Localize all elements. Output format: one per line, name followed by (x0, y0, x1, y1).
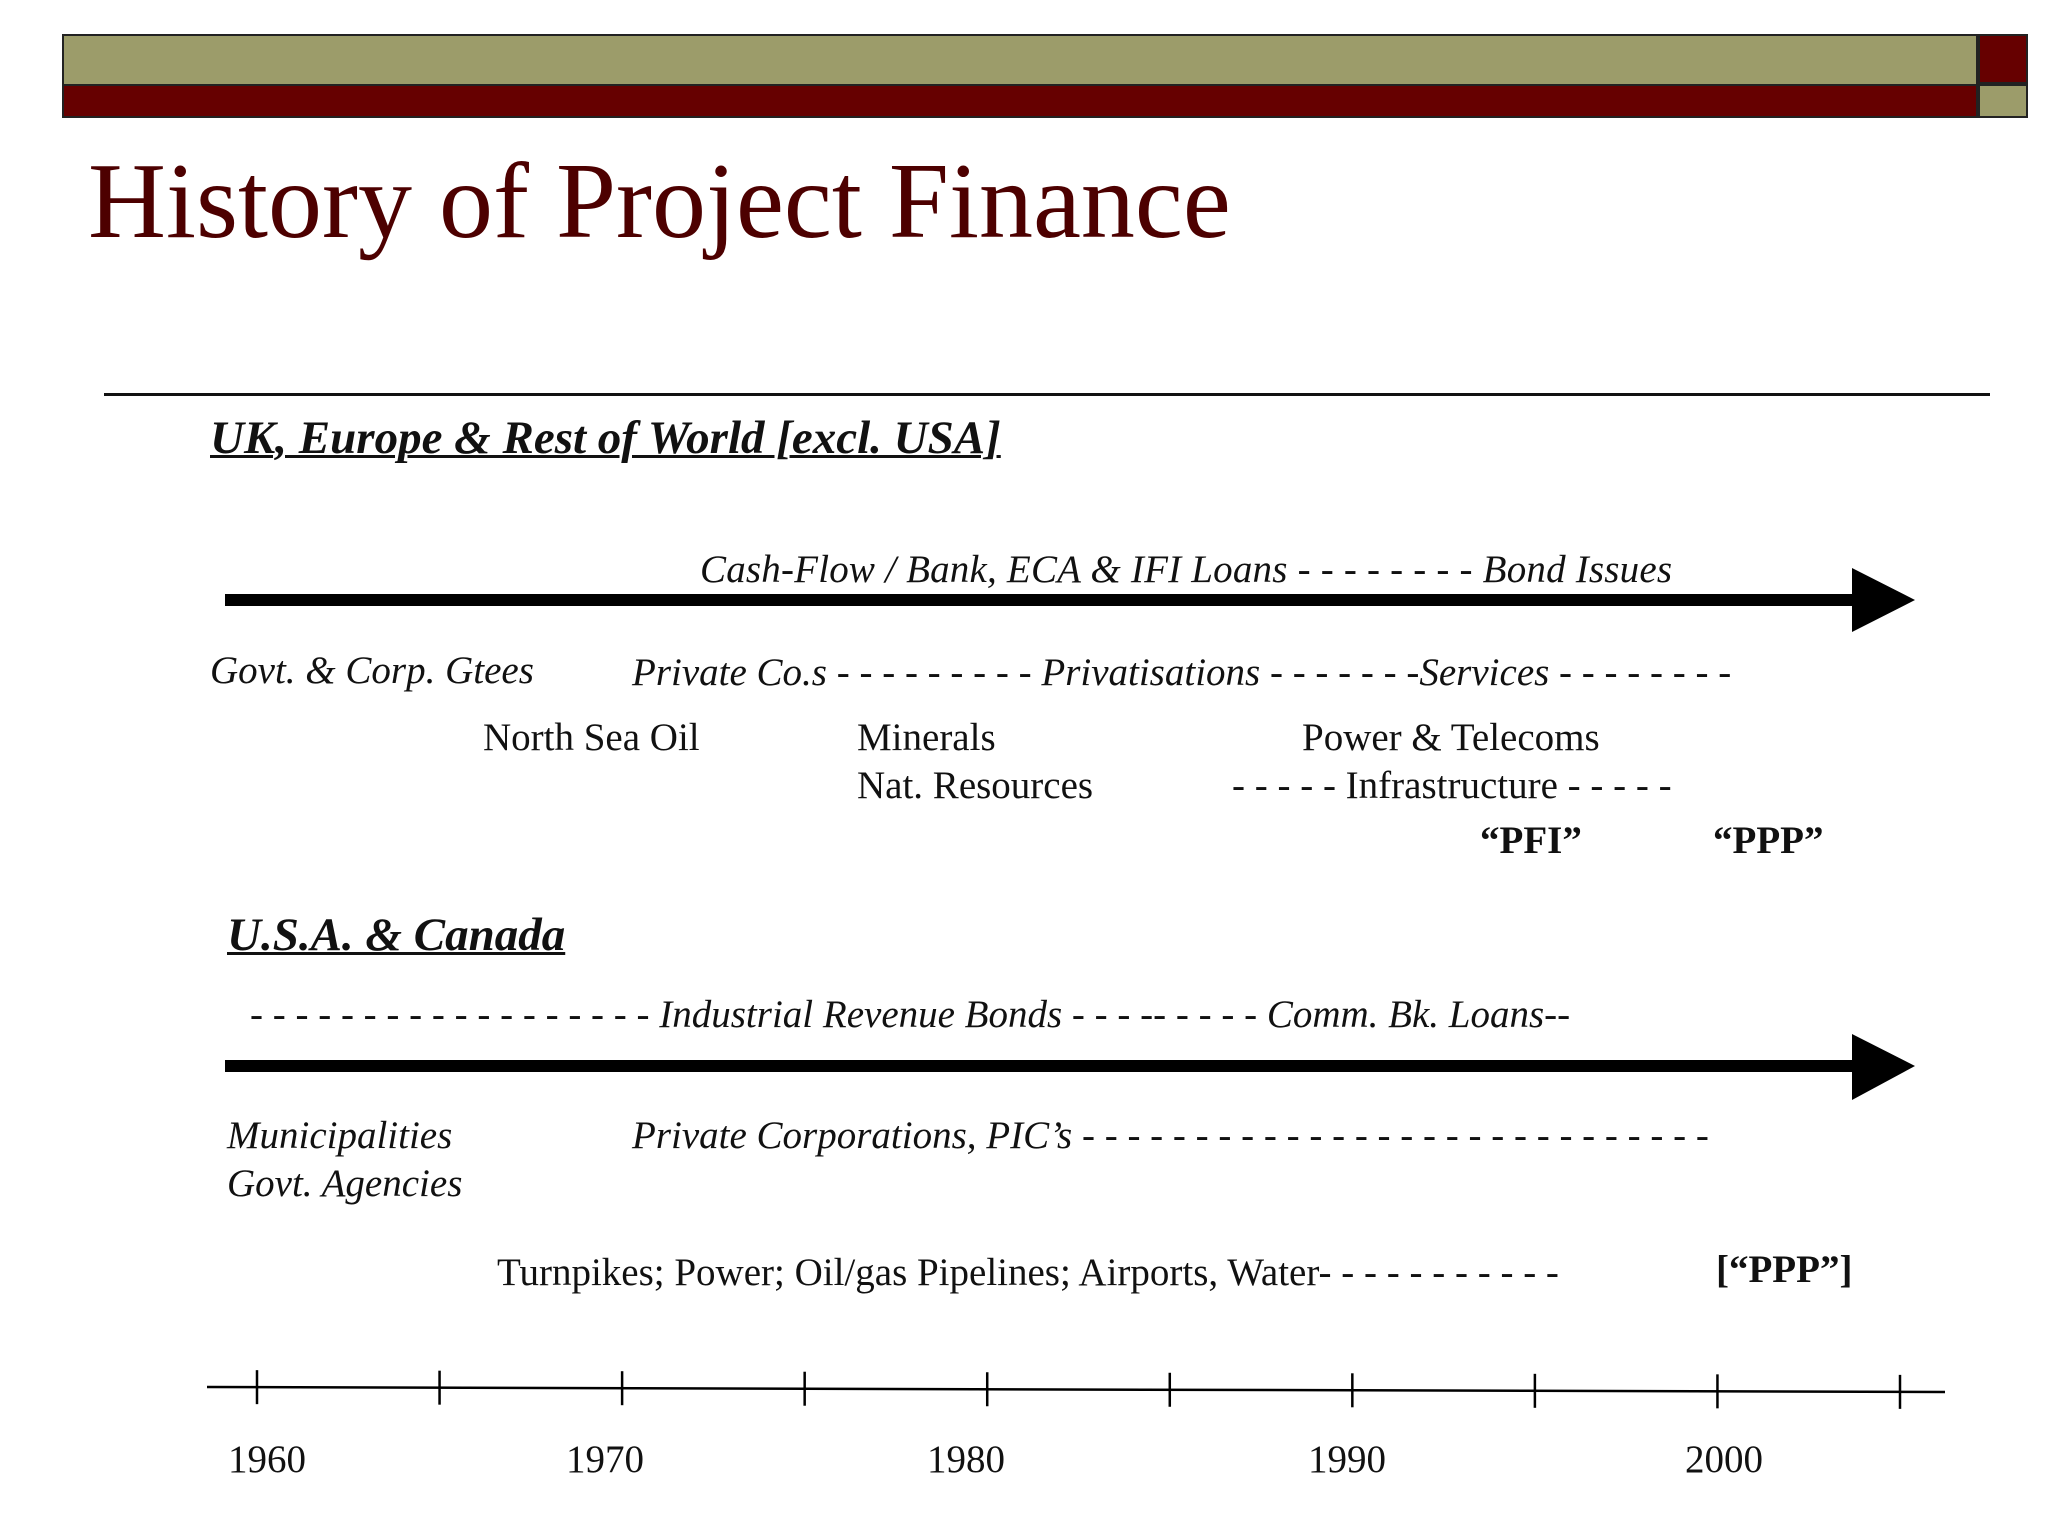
row-section-header: UK, Europe & Rest of World [excl. USA] (210, 412, 1001, 464)
year-label-2000: 2000 (1685, 1438, 1763, 1481)
row-sector-minerals: Minerals (857, 716, 996, 759)
year-label-1960: 1960 (228, 1438, 306, 1481)
year-label-1980: 1980 (927, 1438, 1005, 1481)
row-sector-north-sea: North Sea Oil (483, 716, 700, 759)
usa-sources-govt-agencies: Govt. Agencies (227, 1162, 463, 1205)
usa-arrow-head (1852, 1034, 1915, 1100)
timeline-axis (207, 1387, 1945, 1392)
row-sector-power-telecoms: Power & Telecoms (1302, 716, 1600, 759)
usa-ppp-label: [“PPP”] (1716, 1248, 1853, 1291)
year-label-1970: 1970 (566, 1438, 644, 1481)
usa-sources-right: Private Corporations, PIC’s - - - - - - - - - - - - - - - - - - - - - - - - - - - - (632, 1114, 1709, 1157)
row-sources-right: Private Co.s - - - - - - - - - Privatisations - - - - - - -Services - - - - - - - - (632, 651, 1732, 694)
year-label-1990: 1990 (1308, 1438, 1386, 1481)
usa-sectors: Turnpikes; Power; Oil/gas Pipelines; Airports, Water- - - - - - - - - - - (497, 1251, 1559, 1294)
row-financing-label: Cash-Flow / Bank, ECA & IFI Loans - - - - - - - - Bond Issues (700, 548, 1673, 591)
row-ppp-label: “PPP” (1713, 819, 1824, 862)
row-sources-left: Govt. & Corp. Gtees (210, 649, 534, 692)
row-sector-nat-resources: Nat. Resources (857, 764, 1094, 807)
usa-financing-label: - - - - - - - - - - - - - - - - - - Industrial Revenue Bonds - - - -- - - - - Comm. Bk. Loans-- (250, 993, 1571, 1036)
usa-sources-municipalities: Municipalities (227, 1114, 453, 1157)
row-arrow-head (1852, 568, 1915, 632)
usa-section-header: U.S.A. & Canada (227, 909, 566, 961)
slide-title: History of Project Finance (88, 142, 1231, 261)
row-pfi-label: “PFI” (1480, 819, 1582, 862)
row-sector-infrastructure: - - - - - Infrastructure - - - - - (1232, 764, 1672, 807)
